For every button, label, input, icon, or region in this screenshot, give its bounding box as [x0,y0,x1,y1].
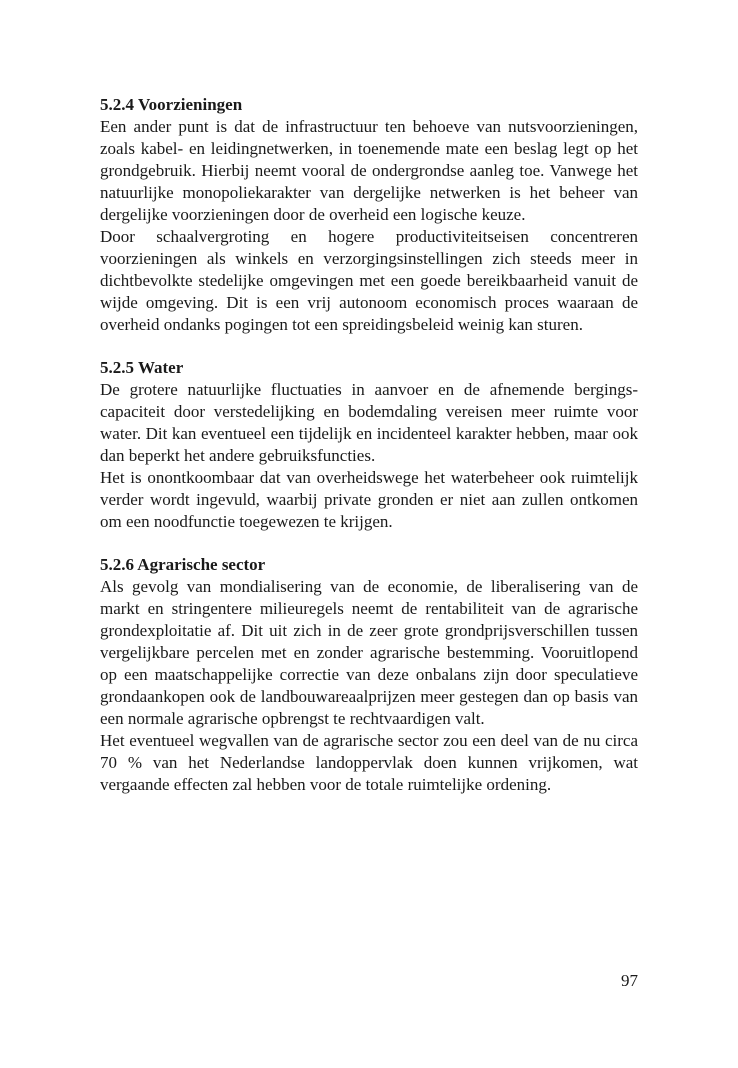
paragraph: Een ander punt is dat de infrastructuur ten behoeve van nutsvoorzieningen, zoals kabel- en leidingnetwerken, in toenemende mate een beslag legt op het grondgebruik. Hierbij neemt vooral de ondergrondse aanleg toe. Vanwege het natuurlijke monopoliekarakter van dergelijke netwerken is het beheer van dergelijke voorzieningen door de overheid een logische keuze. [100,117,638,224]
paragraph: Het eventueel wegvallen van de agrarische sector zou een deel van de nu circa 70 % van het Nederlandse landoppervlak doen kunnen vrijkomen, wat vergaande effecten zal hebben voor de totale ruimtelijke ordening. [100,731,638,794]
section-voorzieningen [100,94,638,336]
paragraph: De grotere natuurlijke fluctuaties in aanvoer en de afnemende bergingscapaciteit door verstedelijking en bodemdaling vereisen meer ruimte voor water. Dit kan eventueel een tijdelijk en incidenteel karakter hebben, maar ook dan beperkt het andere gebruiksfuncties. [100,380,638,465]
section-water [100,357,638,533]
section-agrarische-sector [100,554,638,796]
paragraph: Als gevolg van mondialisering van de economie, de liberalisering van de markt en stringentere milieuregels neemt de rentabiliteit van de agrarische grondexploitatie af. Dit uit zich in de zeer grote grondprijsverschillen tussen vergelijkbare percelen met en zonder agrarische bestemming. Vooruitlopend op een maatschappelijke correctie van deze onbalans zijn door speculatieve grondaankopen ook de landbouwareaalprijzen meer gestegen dan op basis van een normale agrarische opbrengst te rechtvaardigen valt. [100,577,638,728]
paragraph: Door schaalvergroting en hogere productiviteitseisen concentreren voorzieningen als winkels en verzorgingsinstellingen zich steeds meer in dichtbevolkte stedelijke omgevingen met een goede bereikbaarheid vanuit de wijde omgeving. Dit is een vrij autonoom economisch proces waaraan de overheid ondanks pogingen tot een spreidingsbeleid weinig kan sturen. [100,227,638,334]
page-number: 97 [621,971,638,990]
section-heading: 5.2.4 Voorzieningen [100,95,243,114]
document-page [100,94,638,817]
section-heading: 5.2.5 Water [100,358,184,377]
section-heading: 5.2.6 Agrarische sector [100,555,266,574]
paragraph: Het is onontkoombaar dat van overheidswege het waterbeheer ook ruimtelijk verder wordt ingevuld, waarbij private gronden er niet aan zullen ontkomen om een noodfunctie toegewezen te krijgen. [100,468,638,531]
